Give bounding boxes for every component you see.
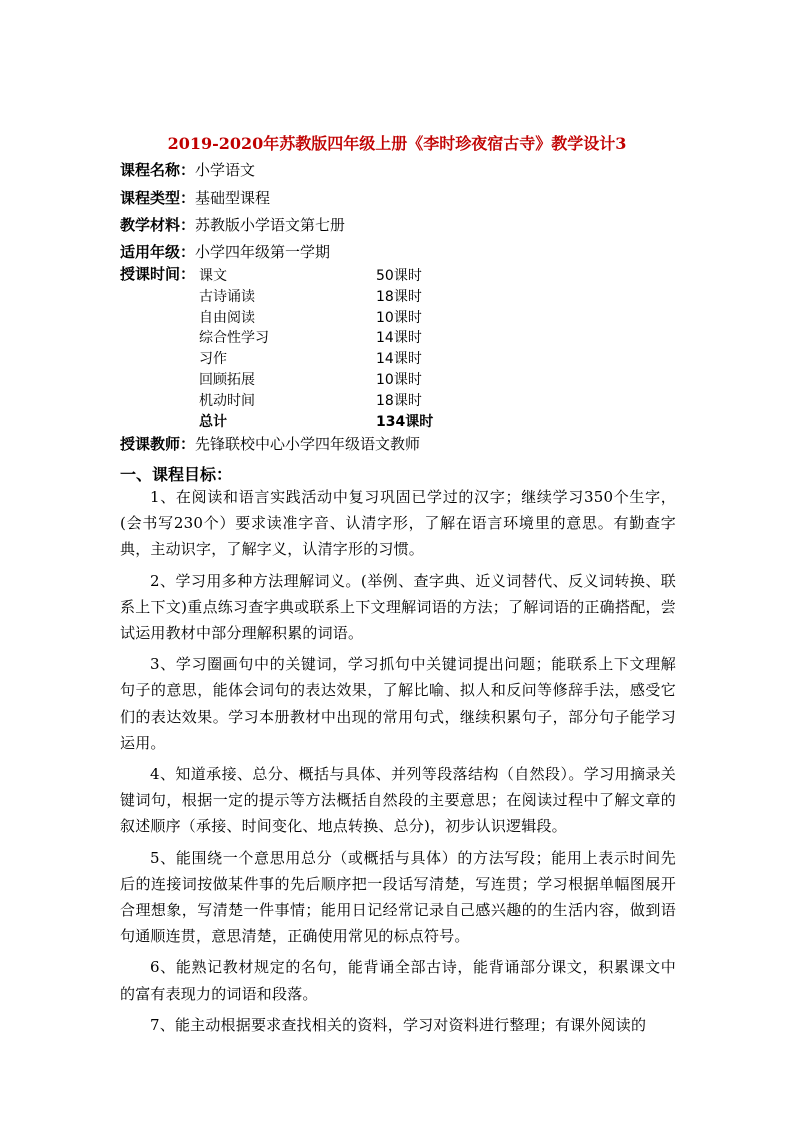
hours-item-value: 10课时 bbox=[376, 371, 422, 388]
hours-row bbox=[199, 391, 499, 412]
hours-total-row bbox=[199, 412, 499, 433]
hours-table bbox=[199, 266, 499, 432]
goal-paragraph: 6、能熟记教材规定的名句，能背诵全部古诗，能背诵部分课文，积累课文中的富有表现力的词语和段落。 bbox=[120, 958, 676, 1003]
hours-item-name: 回顾拓展 bbox=[199, 371, 255, 388]
goal-paragraph: 5、能围绕一个意思用总分（或概括与具体）的方法写段；能用上表示时间先后的连接词按做某件事的先后顺序把一段话写清楚，写连贯；学习根据单幅图展开合理想象，写清楚一件事情；能用日记经常记录自己感兴趣的的生活内容，做到语句通顺连贯，意思清楚，正确使用常见的标点符号。 bbox=[120, 848, 676, 946]
hours-item-value: 14课时 bbox=[376, 330, 422, 347]
hours-item-value: 50课时 bbox=[376, 268, 422, 284]
hours-row bbox=[199, 266, 499, 287]
hours-row bbox=[199, 349, 499, 370]
hours-row bbox=[199, 308, 499, 329]
grade-label: 适用年级： bbox=[120, 243, 196, 261]
hours-item-name: 古诗诵读 bbox=[199, 288, 255, 305]
goal-paragraph: 2、学习用多种方法理解词义。(举例、查字典、近义词替代、反义词转换、联系上下文)重点练习查字典或联系上下文理解词语的方法；了解词语的正确搭配，尝试运用教材中部分理解积累的词语。 bbox=[120, 571, 676, 643]
hours-item-name: 课文 bbox=[199, 268, 227, 284]
goal-paragraph: 7、能主动根据要求查找相关的资料，学习对资料进行整理；有课外阅读的 bbox=[150, 1015, 647, 1034]
hours-row bbox=[199, 328, 499, 349]
hours-item-name: 综合性学习 bbox=[199, 330, 269, 347]
goal-paragraph: 3、学习圈画句中的关键词，学习抓句中关键词提出问题；能联系上下文理解句子的意思，能体会词句的表达效果，了解比喻、拟人和反问等修辞手法，感受它们的表达效果。学习本册教材中出现的常用句式，继续积累句子，部分句子能学习运用。 bbox=[120, 655, 676, 752]
material-label: 教学材料： bbox=[120, 216, 196, 234]
course-name-value: 小学语文 bbox=[195, 161, 256, 179]
course-type-value: 基础型课程 bbox=[195, 189, 271, 207]
material-line bbox=[120, 215, 680, 235]
section-heading: 一、课程目标： bbox=[120, 465, 233, 484]
hours-row bbox=[199, 287, 499, 308]
goals-list bbox=[120, 484, 676, 1043]
teacher-line bbox=[120, 434, 680, 454]
hours-row bbox=[199, 370, 499, 391]
hours-item-name: 习作 bbox=[199, 351, 227, 368]
hours-item-name: 自由阅读 bbox=[199, 309, 255, 326]
course-type-line bbox=[120, 188, 680, 208]
goal-paragraph: 4、知道承接、总分、概括与具体、并列等段落结构（自然段）。学习用摘录关键词句，根据一定的提示等方法概括自然段的主要意思；在阅读过程中了解文章的叙述顺序（承接、时间变化、地点转换、总分)，初步认识逻辑段。 bbox=[120, 765, 676, 836]
material-value: 苏教版小学语文第七册 bbox=[195, 216, 346, 234]
grade-value: 小学四年级第一学期 bbox=[195, 243, 331, 261]
course-type-label: 课程类型： bbox=[120, 189, 196, 207]
goal-paragraph: 1、在阅读和语言实践活动中复习巩固已学过的汉字；继续学习350个生字，(会书写230个）要求读准字音、认清字形，了解在语言环境里的意思。有勤查字典，主动识字，了解字义，认清字形的习惯。 bbox=[120, 488, 676, 559]
course-name-label: 课程名称： bbox=[120, 161, 196, 179]
hours-item-name: 机动时间 bbox=[199, 392, 255, 409]
hours-item-value: 10课时 bbox=[376, 309, 422, 326]
course-name-line bbox=[120, 160, 680, 180]
hours-total-value: 134课时 bbox=[376, 413, 434, 430]
document-title: 2019-2020年苏教版四年级上册《李时珍夜宿古寺》教学设计3 bbox=[167, 134, 627, 153]
grade-line bbox=[120, 242, 680, 262]
hours-label: 授课时间： bbox=[120, 265, 196, 283]
hours-item-value: 14课时 bbox=[376, 351, 422, 368]
hours-total-name: 总计 bbox=[199, 413, 227, 430]
teacher-value: 先锋联校中心小学四年级语文教师 bbox=[195, 435, 421, 453]
teacher-label: 授课教师： bbox=[120, 435, 196, 453]
hours-item-value: 18课时 bbox=[376, 288, 422, 305]
hours-item-value: 18课时 bbox=[376, 392, 422, 409]
